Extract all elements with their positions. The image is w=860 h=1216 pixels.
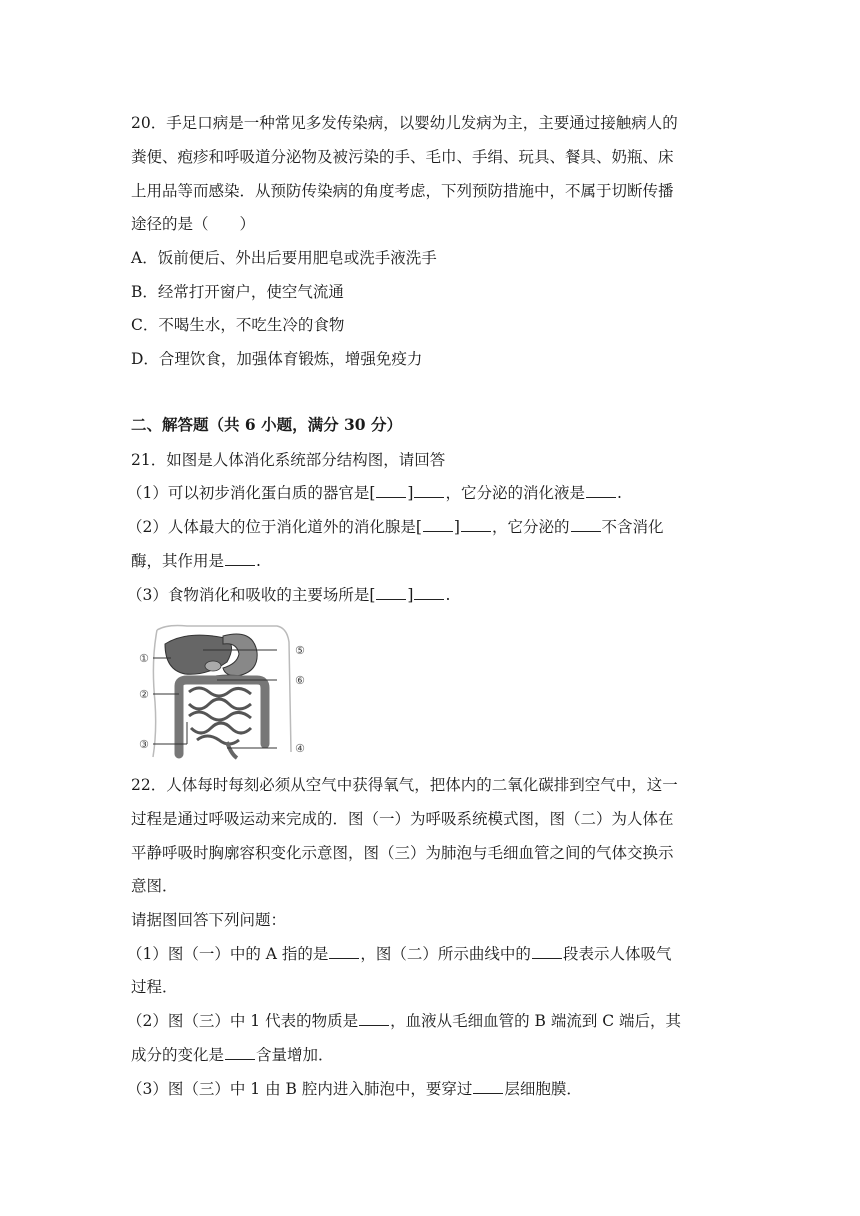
q20-option-c: C．不喝生水，不吃生冷的食物 [131, 316, 345, 334]
q22-instruction: 请据图回答下列问题： [131, 911, 287, 929]
q21-stem: 21．如图是人体消化系统部分结构图，请回答 [131, 451, 446, 469]
answer-blank[interactable] [461, 517, 491, 532]
q21-part-3: （3）食物消化和吸收的主要场所是[ ] . [127, 586, 451, 604]
answer-blank[interactable] [329, 944, 359, 959]
q22-part-2: （2）图（三）中 1 代表的物质是 ，血液从毛细血管的 B 端流到 C 端后，其 [127, 1012, 682, 1030]
figure-label-4: ④ [295, 742, 305, 755]
section-heading: 二、解答题（共 6 小题，满分 30 分） [131, 415, 402, 434]
q22-line-1: 22．人体每时每刻必须从空气中获得氧气，把体内的二氧化碳排到空气中，这一 [131, 776, 678, 794]
q22-line-3: 平静呼吸时胸廓容积变化示意图，图（三）为肺泡与毛细血管之间的气体交换示 [131, 844, 674, 862]
figure-label-2: ② [139, 688, 149, 701]
q20-line-2: 粪便、疱疹和呼吸道分泌物及被污染的手、毛巾、手绢、玩具、餐具、奶瓶、床 [131, 148, 674, 166]
q22-part-3: （3）图（三）中 1 由 B 腔内进入肺泡中，要穿过 层细胞膜． [127, 1080, 582, 1098]
answer-blank[interactable] [225, 1045, 255, 1060]
q22-part-1-cont: 过程． [131, 978, 178, 996]
answer-blank[interactable] [571, 517, 601, 532]
q22-part-2-cont: 成分的变化是 含量增加． [131, 1046, 334, 1064]
figure-label-1: ① [139, 652, 149, 665]
q22-line-2: 过程是通过呼吸运动来完成的．图（一）为呼吸系统模式图，图（二）为人体在 [131, 810, 674, 828]
answer-blank[interactable] [359, 1011, 389, 1026]
q21-part-1: （1）可以初步消化蛋白质的器官是[ ] ，它分泌的消化液是 . [127, 484, 622, 502]
figure-label-5: ⑤ [295, 644, 305, 657]
q22-part-1: （1）图（一）中的 A 指的是 ，图（二）所示曲线中的 段表示人体吸气 [127, 945, 672, 963]
q20-option-b: B．经常打开窗户，使空气流通 [131, 283, 344, 301]
answer-blank[interactable] [473, 1079, 503, 1094]
q20-option-d: D．合理饮食，加强体育锻炼，增强免疫力 [131, 350, 423, 368]
answer-blank[interactable] [586, 483, 616, 498]
q22-line-4: 意图． [131, 877, 178, 895]
q20-line-4: 途径的是（ ） [131, 215, 256, 233]
answer-blank[interactable] [225, 551, 255, 566]
figure-label-3: ③ [139, 738, 149, 751]
answer-blank[interactable] [532, 944, 562, 959]
q20-option-a: A．饭前便后、外出后要用肥皂或洗手液洗手 [131, 249, 437, 267]
answer-blank[interactable] [423, 517, 453, 532]
answer-blank[interactable] [414, 585, 444, 600]
answer-blank[interactable] [414, 483, 444, 498]
q20-line-3: 上用品等而感染．从预防传染病的角度考虑，下列预防措施中，不属于切断传播 [131, 182, 674, 200]
digestive-system-figure [127, 622, 327, 762]
figure-label-6: ⑥ [295, 674, 305, 687]
q20-line-1: 20．手足口病是一种常见多发传染病，以婴幼儿发病为主，主要通过接触病人的 [131, 114, 678, 132]
answer-blank[interactable] [376, 585, 406, 600]
q21-part-2-cont: 酶，其作用是 . [131, 552, 261, 570]
answer-blank[interactable] [376, 483, 406, 498]
q21-part-2: （2）人体最大的位于消化道外的消化腺是[ ] ，它分泌的 不含消化 [127, 518, 664, 536]
